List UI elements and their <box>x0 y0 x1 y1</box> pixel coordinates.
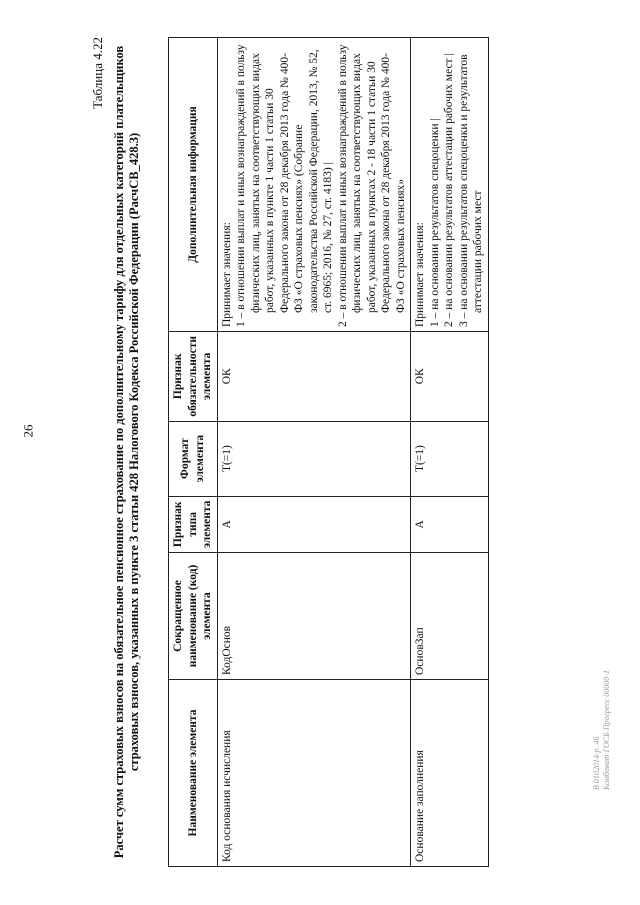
col-header-format: Формат элемента <box>169 421 218 496</box>
col-header-code: Сокращенное наименование (код) элемента <box>169 553 218 680</box>
table-row <box>217 38 411 867</box>
rotated-content <box>90 37 620 867</box>
cell-name: Код основания исчисления <box>217 680 411 867</box>
col-header-type: Признак типа элемента <box>169 496 218 552</box>
cell-type: А <box>217 496 411 552</box>
table-title: Расчет сумм страховых взносов на обязательное пенсионное страхование по дополнительному тарифу для отдельных категорий плательщиков страховых взносов, указанных в пункте 3 статьи 428 Налогового Кодекса Российской Федерации (РасчСВ_428.3) <box>112 45 141 859</box>
cell-type: А <box>411 496 489 552</box>
cell-required: ОК <box>217 332 411 422</box>
stamp-line: В 0102014-р. 46 <box>592 736 601 790</box>
page-number: 26 <box>20 424 36 438</box>
col-header-required: Признак обязательности элемента <box>169 332 218 422</box>
cell-info <box>411 38 489 332</box>
cell-info <box>217 38 411 332</box>
cell-code: ОсновЗап <box>411 553 489 680</box>
info-intro: Принимает значения: <box>220 222 233 328</box>
info-item: 3 – на основании результатов спецоценки и результатов аттестации рабочих мест <box>457 54 484 328</box>
info-item: 2 – в отношении выплат и иных вознаграждений в пользу физических лиц, занятых на соответствующих видах работ, указанных в пунктах 2 - 18 части 1 статьи 30 Федерального закона от 28 декабря 2013 года № 400-ФЗ «О страховых пенсиях» <box>336 44 407 328</box>
info-item: 1 – на основании результатов спецоценки | <box>428 118 441 328</box>
col-header-name: Наименование элемента <box>169 680 218 867</box>
info-list <box>234 42 408 327</box>
info-list <box>428 42 486 327</box>
cell-format: T(=1) <box>411 421 489 496</box>
info-item: 1 – в отношении выплат и иных вознаграждений в пользу физических лиц, занятых на соответствующих видах работ, указанных в пункте 1 части 1 статьи 30 Федерального закона от 28 декабря 2013 года № 400-ФЗ «О страховых пенсиях» (Собрание законодательства Российской Федерации, 2013, № 52, ст. 6965; 2016, № 27, ст. 4183) | <box>235 44 334 328</box>
cell-format: T(=1) <box>217 421 411 496</box>
info-item: 2 – на основании результатов аттестации рабочих мест | <box>443 53 455 328</box>
table-number: Таблица 4.22 <box>90 37 105 109</box>
print-stamp <box>592 670 612 790</box>
data-table <box>168 37 489 867</box>
cell-code: КодОснов <box>217 553 411 680</box>
table-header-row <box>169 38 218 867</box>
cell-name: Основание заполнения <box>411 680 489 867</box>
info-intro: Принимает значения: <box>414 222 426 328</box>
col-header-info: Дополнительная информация <box>169 38 218 332</box>
cell-required: ОК <box>411 332 489 422</box>
table-row <box>411 38 489 867</box>
stamp-line: Комбинат ГОСБ Прогресс 00000-1 <box>602 670 611 790</box>
